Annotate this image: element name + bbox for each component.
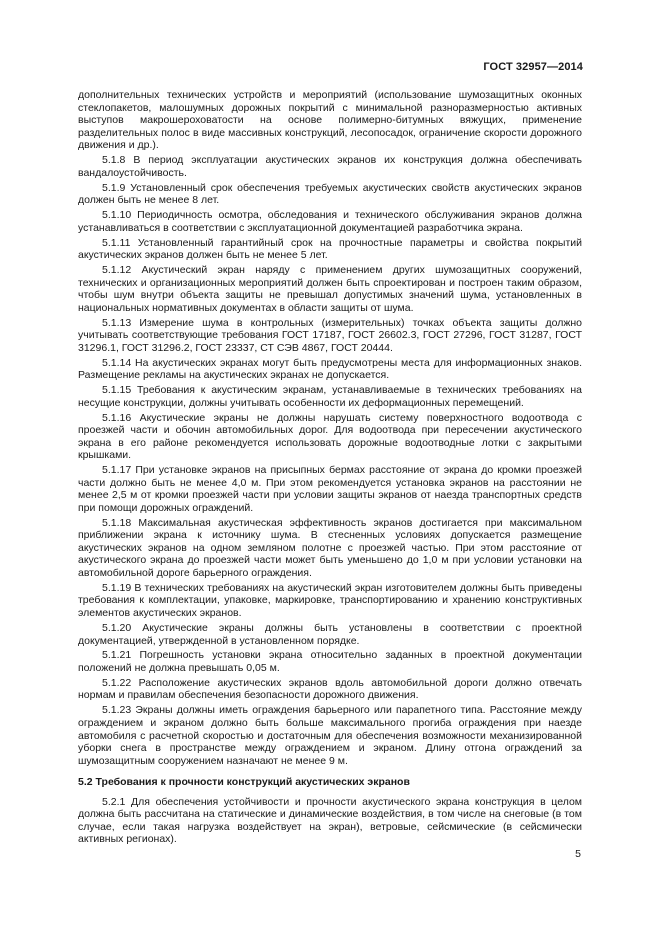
clause-5-1-8: 5.1.8 В период эксплуатации акустических экранов их конструкция должна обеспечивать вандалоустойчивость.: [78, 154, 582, 179]
clause-5-1-11: 5.1.11 Установленный гарантийный срок на прочностные параметры и свойства покрытий акустических экранов должен быть не менее 5 лет.: [78, 236, 582, 262]
clause-5-1-17: 5.1.17 При установке экранов на присыпных бермах расстояние от экрана до кромки проезжей части должно быть не менее 4,0 м. При этом рекомендуется установка экранов на расстоянии не менее 2,5 м от кромки проезжей части при условии защиты экранов от наезда транспортных средств при помощи дорожных ограждений.: [78, 464, 582, 514]
clause-5-1-15: 5.1.15 Требования к акустическим экранам, устанавливаемые в технических требованиях на несущие конструкции, должны учитывать особенности их деформационных перемещений.: [78, 384, 582, 409]
clause-5-1-20: 5.1.20 Акустические экраны должны быть установлены в соответствии с проектной документацией, утвержденной в установленном порядке.: [78, 621, 582, 647]
clause-5-1-9: 5.1.9 Установленный срок обеспечения требуемых акустических свойств акустических экранов должен быть не менее 8 лет.: [78, 181, 582, 207]
paragraph-continuation: дополнительных технических устройств и мероприятий (использование шумозащитных оконных стеклопакетов, малошумных дорожных покрытий с минимальной разноразмерностью активных выступов макрошероховатости на основе полимерно-битумных вяжущих, применение разделительных полос в виде массивных конструкций, лесопосадок, ограничение скорости дорожного движения и др.).: [78, 89, 582, 152]
clause-5-1-12: 5.1.12 Акустический экран наряду с применением других шумозащитных сооружений, технических и организационных мероприятий должен быть спроектирован и построен таким образом, чтобы шум внутри объекта защиты не превышал допустимых значений шума, установленных в национальных нормативных документах в области защиты от шума.: [78, 264, 582, 314]
document-header: ГОСТ 32957—2014: [483, 61, 583, 73]
clause-5-1-14: 5.1.14 На акустических экранах могут быть предусмотрены места для информационных знаков. Размещение рекламы на акустических экранах не допускается.: [78, 356, 582, 382]
page-number: 5: [575, 848, 581, 860]
clause-5-1-23: 5.1.23 Экраны должны иметь ограждения барьерного или парапетного типа. Расстояние между ограждением и экраном должно быть больше максимального прогиба ограждения при наезде автомобиля с расчетной скоростью и достаточным для обеспечения возможности механизированной уборки снега в пространстве между ограждением и экраном. Длину отгона ограждений за шумозащитным сооружением назначают не менее 9 м.: [78, 704, 582, 767]
clause-5-1-22: 5.1.22 Расположение акустических экранов вдоль автомобильной дороги должно отвечать нормам и правилам обеспечения безопасности дорожного движения.: [78, 676, 582, 702]
clause-5-1-19: 5.1.19 В технических требованиях на акустический экран изготовителем должны быть приведены требования к комплектации, упаковке, маркировке, транспортированию и хранению конструктивных элементов акустических экранов.: [78, 581, 582, 620]
section-heading: 5.2 Требования к прочности конструкций акустических экранов: [78, 776, 410, 789]
clause-5-1-18: 5.1.18 Максимальная акустическая эффективность экранов достигается при максимальном приближении экрана к источнику шума. В стесненных условиях допускается размещение акустических экранов на одном земляном полотне с проезжей частью. При этом расстояние от акустического экрана до проезжей части может быть уменьшено до 1,0 м при условии установки на автомобильной дороге барьерного ограждения.: [78, 516, 582, 579]
clause-5-1-16: 5.1.16 Акустические экраны не должны нарушать систему поверхностного водоотвода с проезжей части и обочин автомобильных дорог. Для водоотвода при пересечении акустического экрана в его районе рекомендуется использовать дорожные водоотводные лотки с закрытыми крышками.: [78, 411, 582, 462]
clause-5-1-10: 5.1.10 Периодичность осмотра, обследования и технического обслуживания экранов должна устанавливаться в соответствии с эксплуатационной документацией разработчика экрана.: [78, 209, 582, 234]
document-body: [78, 89, 582, 848]
clause-5-2-1: 5.2.1 Для обеспечения устойчивости и прочности акустического экрана конструкция в целом должна быть рассчитана на статические и динамические воздействия, в том числе на снеговые (в том случае, если такая нагрузка воздействует на экран), ветровые, сейсмические (в сейсмически активных регионах).: [78, 795, 582, 846]
clause-5-1-13: 5.1.13 Измерение шума в контрольных (измерительных) точках объекта защиты должно учитывать соответствующие требования ГОСТ 17187, ГОСТ 26602.3, ГОСТ 27296, ГОСТ 31287, ГОСТ 31296.1, ГОСТ 31296.2, ГОСТ 23337, СТ СЭВ 4867, ГОСТ 20444.: [78, 316, 582, 354]
clause-5-1-21: 5.1.21 Погрешность установки экрана относительно заданных в проектной документации положений не должна превышать 0,05 м.: [78, 649, 582, 674]
